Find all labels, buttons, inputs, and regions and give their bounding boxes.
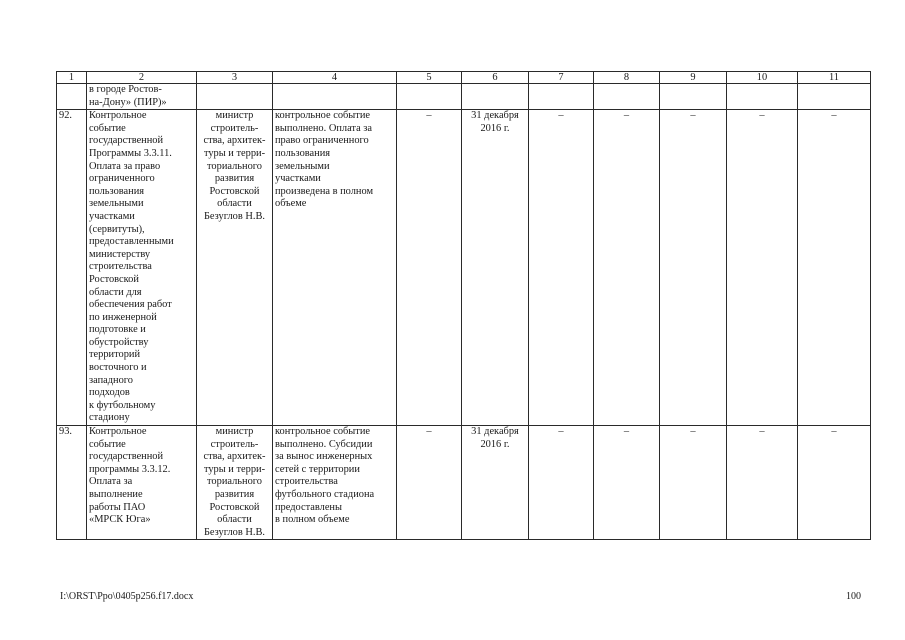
header-cell: 5 <box>397 72 462 84</box>
cell-col10: – <box>727 426 798 540</box>
cell-col9: – <box>660 110 727 426</box>
row-number: 93. <box>57 426 87 540</box>
cell-col5: – <box>397 426 462 540</box>
header-cell: 9 <box>660 72 727 84</box>
result-description: контрольное событие выполнено. Оплата за право ограниченного пользования земельными участками произведена в полном объеме <box>273 110 397 426</box>
event-name: Контрольное событие государственной программы 3.3.12. Оплата за выполнение работы ПАО «МРСК Юга» <box>87 426 197 540</box>
header-cell: 8 <box>594 72 660 84</box>
header-cell: 6 <box>462 72 529 84</box>
row-number: 92. <box>57 110 87 426</box>
continuation-text: в городе Ростов- на-Дону» (ПИР)» <box>87 84 197 110</box>
cell-col8: – <box>594 110 660 426</box>
responsible-person: министр строитель- ства, архитек- туры и терри- ториального развития Ростовской области Безуглов Н.В. <box>197 426 273 540</box>
responsible-person: министр строитель- ства, архитек- туры и терри- ториального развития Ростовской области Безуглов Н.В. <box>197 110 273 426</box>
header-cell: 1 <box>57 72 87 84</box>
program-table <box>56 71 871 540</box>
cell-col5: – <box>397 110 462 426</box>
header-cell: 4 <box>273 72 397 84</box>
table-row <box>57 110 871 426</box>
cell-col8: – <box>594 426 660 540</box>
cell-col11: – <box>798 426 871 540</box>
header-cell: 7 <box>529 72 594 84</box>
continuation-row <box>57 84 871 110</box>
cell-col7: – <box>529 426 594 540</box>
file-path-footer: I:\ORST\Ppo\0405p256.f17.docx <box>60 591 194 602</box>
event-name: Контрольное событие государственной Программы 3.3.11. Оплата за право ограниченного пользования земельными участками (сервитуты), предоставленными министерству строительства Ростовской области для обеспечения работ по инженерной подготовке и обустройству территорий восточного и западного подходов к футбольному стадиону <box>87 110 197 426</box>
page-number: 100 <box>846 591 861 602</box>
deadline-date: 31 декабря 2016 г. <box>462 426 529 540</box>
result-description: контрольное событие выполнено. Субсидии за вынос инженерных сетей с территории строительства футбольного стадиона предоставлены в полном объеме <box>273 426 397 540</box>
header-cell: 3 <box>197 72 273 84</box>
header-cell: 10 <box>727 72 798 84</box>
header-cell: 2 <box>87 72 197 84</box>
cell-col7: – <box>529 110 594 426</box>
cell-col9: – <box>660 426 727 540</box>
header-cell: 11 <box>798 72 871 84</box>
table-row <box>57 426 871 540</box>
cell-col11: – <box>798 110 871 426</box>
cell-col10: – <box>727 110 798 426</box>
column-number-header <box>57 72 871 84</box>
deadline-date: 31 декабря 2016 г. <box>462 110 529 426</box>
